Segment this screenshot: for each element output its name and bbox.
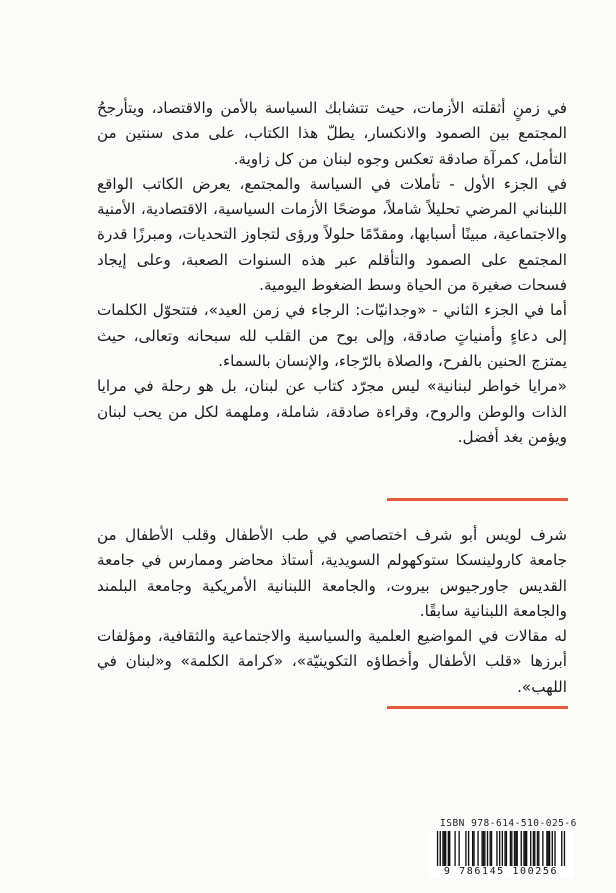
barcode-bar xyxy=(504,831,505,867)
barcode-bar xyxy=(483,831,484,867)
barcode-bar xyxy=(468,831,469,867)
divider-rule-bottom xyxy=(387,706,568,709)
barcode-bar xyxy=(444,831,445,867)
synopsis-paragraph-1: في زمنٍ أثقلته الأزمات، حيث تتشابك السياسة بالأمن والاقتصاد، ويتأرجحُ المجتمع بين الصمود والانكسار، يطلّ هذا الكتاب، على مدى سنتين من التأمل، كمرآة صادقة تعكس وجوه لبنان من كل زاوية. xyxy=(97,99,567,168)
barcode-bar xyxy=(525,831,526,867)
barcode-bar xyxy=(473,831,474,867)
barcode-bar xyxy=(472,831,473,867)
author-bio-section xyxy=(97,523,567,700)
barcode-bar xyxy=(517,831,518,867)
synopsis-paragraph-3: أما في الجزء الثاني - «وجدانيّات: الرجاء في زمن العيد»، فتتحوّل الكلمات إلى دعاءٍ وأمنياتٍ صادقة، وإلى بوح من القلب لله سبحانه وتعالى، حيث يمتزج الحنين بالفرح، والصلاة بالرّجاء، والإنسان بالسماء. xyxy=(97,301,567,370)
barcode-bar xyxy=(481,831,482,867)
barcode-bar xyxy=(477,831,478,867)
barcode-bar xyxy=(552,831,553,867)
barcode-bar xyxy=(530,831,531,867)
barcode-bar xyxy=(454,831,455,867)
author-bio-paragraph-2: له مقالات في المواضيع العلمية والسياسية والاجتماعية والثقافية، ومؤلفات أبرزها «قلب الأطفال وأخطاؤه التكوينيّة»، «كرامة الكلمة» و«لبنان في اللهب». xyxy=(97,627,567,696)
barcode-bar xyxy=(465,831,466,867)
barcode-bar xyxy=(546,831,547,867)
barcode-bar xyxy=(515,831,516,867)
barcode-bar xyxy=(554,831,555,867)
barcode-bar xyxy=(526,831,527,867)
barcode-bar xyxy=(548,831,549,867)
barcode-bar xyxy=(538,831,539,867)
barcode-bar xyxy=(511,831,512,867)
barcode-bar xyxy=(449,831,450,867)
barcode-bar xyxy=(448,831,449,867)
barcode-bar xyxy=(484,831,485,867)
barcode-bar xyxy=(487,831,488,867)
synopsis-section xyxy=(97,96,567,450)
barcode-bar xyxy=(458,831,459,867)
barcode-bar xyxy=(491,831,492,867)
barcode-bar xyxy=(521,831,522,867)
barcode-bar xyxy=(510,831,511,867)
barcode-bar xyxy=(496,831,497,867)
divider-rule-top xyxy=(387,498,568,501)
barcode-bar xyxy=(490,831,491,867)
barcode-bar xyxy=(442,831,443,867)
barcode-bar xyxy=(537,831,538,867)
barcode-bar xyxy=(514,831,515,867)
barcode-bar xyxy=(534,831,535,867)
barcode-bar xyxy=(549,831,550,867)
barcode-digits: 9 786145 100256 xyxy=(428,866,574,878)
barcode-bar xyxy=(523,831,524,867)
synopsis-paragraph-4: «مرايا خواطر لبنانية» ليس مجرّد كتاب عن لبنان، بل هو رحلة في مرايا الذات والوطن والروح، وقراءة صادقة، شاملة، وملهمة لكل من يحب لبنان ويؤمن بغد أفضل. xyxy=(97,377,567,446)
barcode-bar xyxy=(533,831,534,867)
barcode-bar xyxy=(542,831,543,867)
synopsis-paragraph-2: في الجزء الأول - تأملات في السياسة والمجتمع، يعرض الكاتب الواقع اللبناني المرضي تحليلاً شاملاً، موضحًا الأزمات السياسية، الاقتصادية، الأمنية والاجتماعية، مبينًا أسبابها، ومقدّمًا حلولاً ورؤى لتجاوز التحديات، ومبرزًا قدرة المجتمع على الصمود والتأقلم عبر هذه السنوات الصعبة، وعلى إيجاد فسحات صغيرة من الحياة وسط الضغوط اليومية. xyxy=(97,174,567,295)
isbn-label: ISBN 978-614-510-025-6 xyxy=(440,818,577,829)
barcode-bar xyxy=(445,831,446,867)
barcode-bar xyxy=(506,831,507,867)
author-bio-paragraph-1: شرف لويس أبو شرف اختصاصي في طب الأطفال وقلب الأطفال من جامعة كارولينسكا ستوكهولم السويدية، أستاذ محاضر وممارس في جامعة القديس جاورجيوس بيروت، والجامعة اللبنانية الأمريكية وجامعة البلمند والجامعة اللبنانية سابقًا. xyxy=(97,526,567,620)
